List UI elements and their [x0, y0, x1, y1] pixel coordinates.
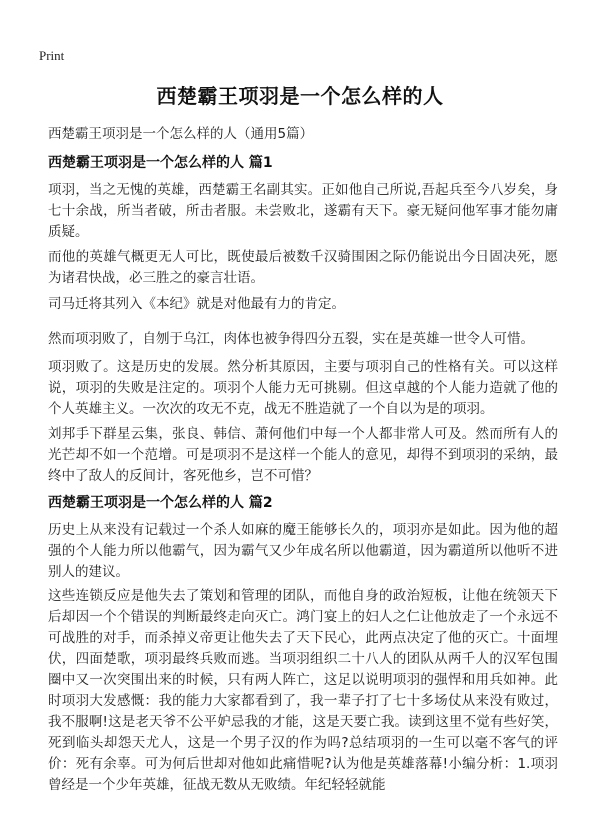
section-heading: 西楚霸王项羽是一个怎么样的人 篇2 — [48, 495, 273, 511]
section-heading: 西楚霸王项羽是一个怎么样的人 篇1 — [48, 155, 273, 171]
paragraph: 历史上从来没有记载过一个杀人如麻的魔王能够长久的，项羽亦是如此。因为他的超强的个人能力所以他霸气，因为霸气又少年成名所以他霸道，因为霸道所以他听不进别人的建议。 — [48, 522, 558, 580]
paragraph: 刘邦手下群星云集，张良、韩信、萧何他们中每一个人都非常人可及。然而所有人的光芒却不如一个范增。可是项羽不是这样一个能人的意见，却得不到项羽的采纳，最终中了敌人的反间计，客死他乡，岂不可惜？ — [48, 426, 558, 484]
paragraph: 项羽，当之无愧的英雄，西楚霸王名副其实。正如他自己所说,吾起兵至今八岁矣，身七十余战，所当者破，所击者服。未尝败北，遂霸有天下。豪无疑问他军事才能勿庸质疑。 — [48, 182, 558, 240]
paragraph: 然而项羽败了，自刎于乌江，肉体也被争得四分五裂，实在是英雄一世令人可惜。 — [48, 331, 534, 347]
paragraph: 而他的英雄气概更无人可比，既使最后被数千汉骑围困之际仍能说出今日固决死，愿为诸君快战，必三胜之的豪言壮语。 — [48, 249, 558, 286]
paragraph: 司马迁将其列入《本纪》就是对他最有力的肯定。 — [48, 296, 345, 312]
page-title: 西楚霸王项羽是一个怎么样的人 — [156, 84, 444, 108]
paragraph: 这些连锁反应是他失去了策划和管理的团队，而他自身的政治短板，让他在统领天下后却因一个个错误的判断最终走向灭亡。鸿门宴上的妇人之仁让他放走了一个永远不可战胜的对手，而杀掉义帝更让他失去了天下民心，此两点决定了他的灭亡。十面埋伏，四面楚歌，项羽最终兵败而逃。当项羽组织二十八人的团队从两千人的汉军包围圈中又一次突围出来的时候，只有两人阵亡，这足以说明项羽的强悍和用兵如神。此时项羽大发感慨：我的能力大家都看到了，我一辈子打了七十多场仗从来没有败过，我不服啊!这是老天爷不公平妒忌我的才能，这是天要亡我。读到这里不觉有些好笑，死到临头却怨天尤人，这是一个男子汉的作为吗?总结项羽的一生可以毫不客气的评价：死有余辜。可为何后世却对他如此痛惜呢?认为他是英雄落幕!小编分析：1.项羽曾经是一个少年英雄，征战无数从无败绩。年纪轻轻就能 — [48, 588, 558, 793]
print-link[interactable]: Print — [39, 48, 65, 63]
paragraph: 项羽败了。这是历史的发展。然分析其原因，主要与项羽自己的性格有关。可以这样说，项羽的失败是注定的。项羽个人能力无可挑剔。但这卓越的个人能力造就了他的个人英雄主义。一次次的攻无不克，战无不胜造就了一个自以为是的项羽。 — [48, 359, 558, 417]
document-subtitle: 西楚霸王项羽是一个怎么样的人（通用5篇） — [48, 126, 314, 142]
